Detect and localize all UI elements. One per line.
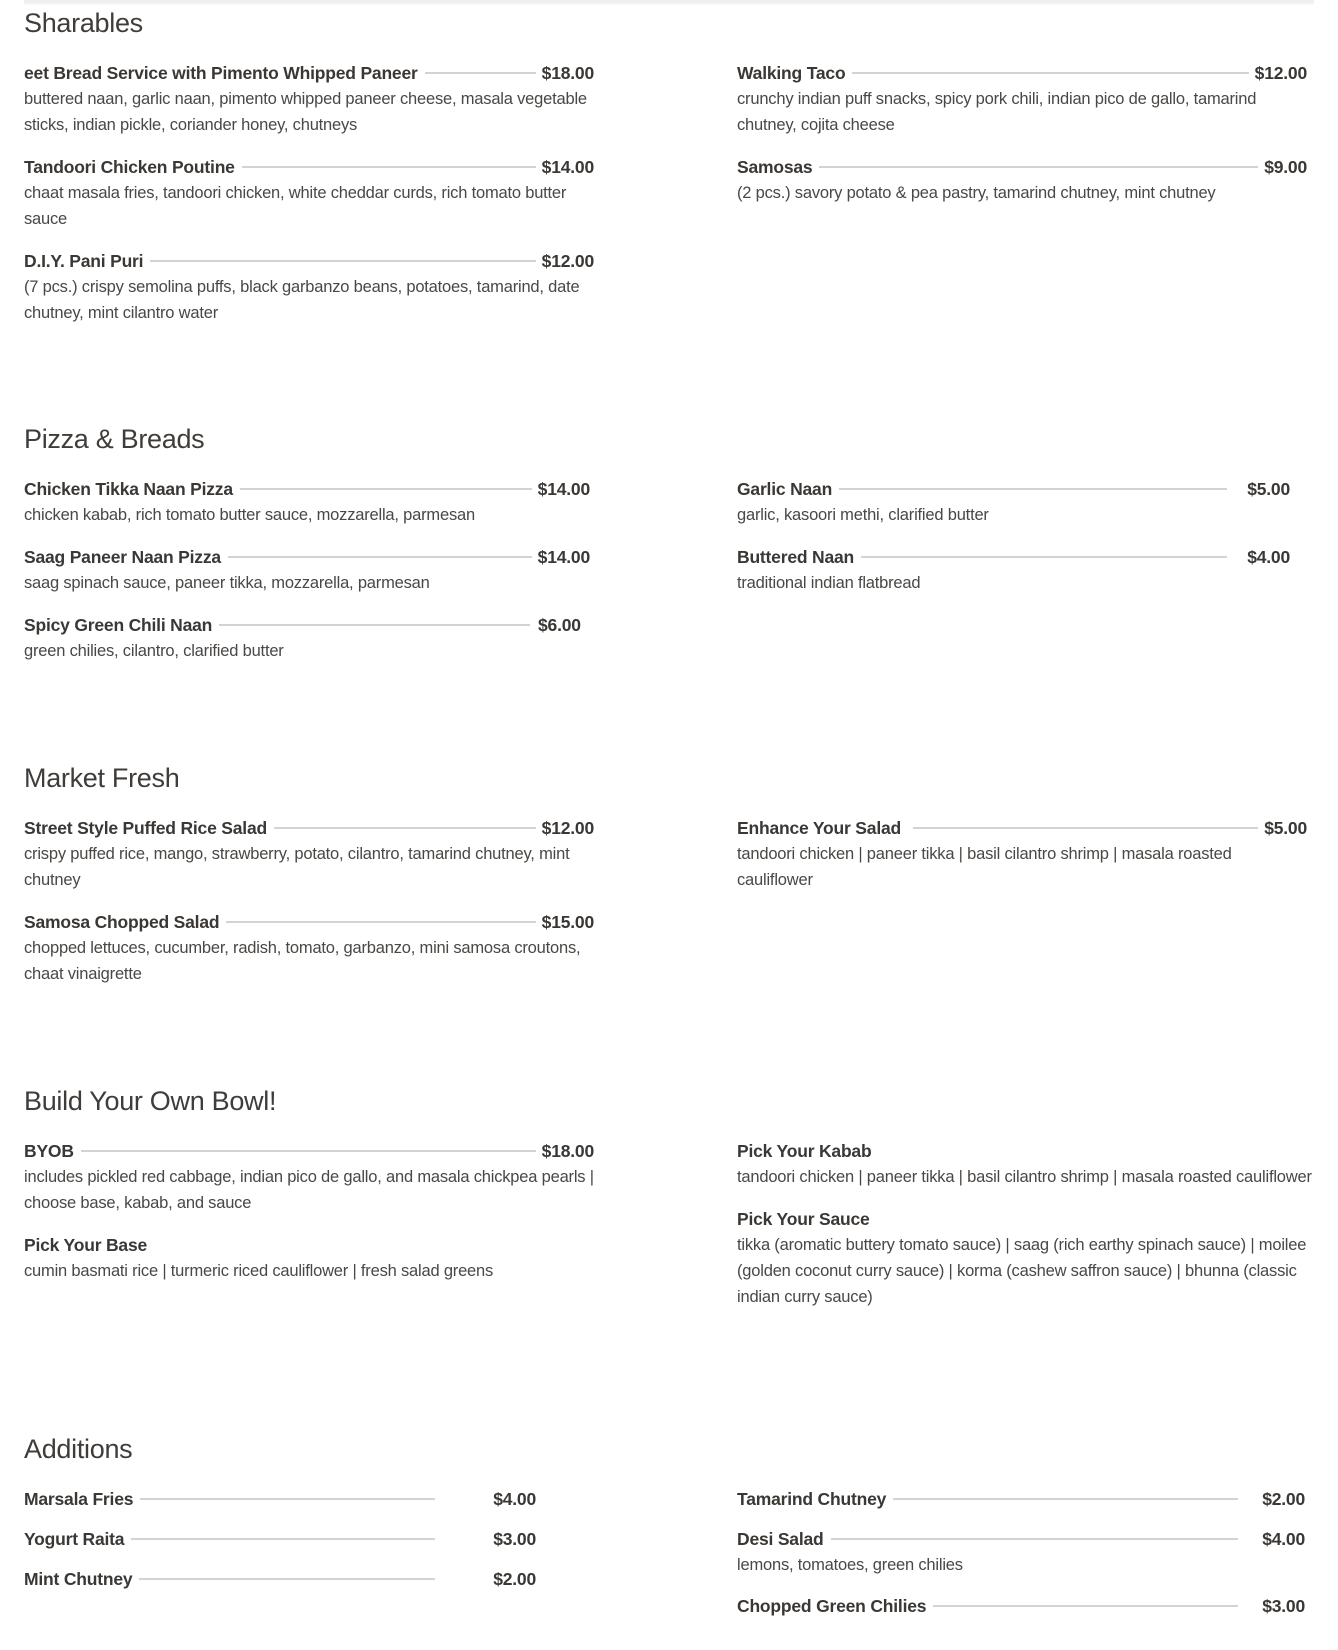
right-column [737, 1139, 1317, 1327]
leader-line [228, 556, 532, 558]
item-description: tandoori chicken | paneer tikka | basil cilantro shrimp | masala roasted cauliflower [737, 845, 1232, 889]
item-name: eet Bread Service with Pimento Whipped Paneer [24, 62, 418, 83]
item-name: Yogurt Raita [24, 1528, 125, 1549]
leader-line [893, 1498, 1238, 1500]
top-divider [24, 0, 1314, 3]
leader-line [81, 1150, 536, 1152]
menu-item [737, 816, 1307, 893]
menu-item [24, 249, 594, 326]
item-price: $2.00 [1262, 1488, 1305, 1509]
item-price: $5.00 [1247, 478, 1290, 499]
item-description: green chilies, cilantro, clarified butter [24, 642, 284, 660]
leader-line [852, 72, 1248, 74]
item-description: cumin basmati rice | turmeric riced cauliflower | fresh salad greens [24, 1262, 494, 1280]
item-description: chicken kabab, rich tomato butter sauce, mozzarella, parmesan [24, 506, 475, 524]
menu-item [737, 61, 1307, 138]
item-name: Marsala Fries [24, 1488, 134, 1509]
item-description: chaat masala fries, tandoori chicken, white cheddar curds, rich tomato butter sauce [24, 184, 567, 228]
item-description: crunchy indian puff snacks, spicy pork chili, indian pico de gallo, tamarind chutney, cojita cheese [737, 90, 1257, 134]
right-column [737, 816, 1307, 910]
menu-item [737, 1594, 1305, 1618]
section-title: Pizza & Breads [24, 424, 205, 454]
item-name: Tandoori Chicken Poutine [24, 156, 235, 177]
item-name: Spicy Green Chili Naan [24, 614, 213, 635]
item-description: tikka (aromatic buttery tomato sauce) | saag (rich earthy spinach sauce) | moilee (golden coconut curry sauce) | korma (cashew saffron sauce) | bhunna (classic indian curry sauce) [737, 1236, 1307, 1306]
leader-line [425, 72, 536, 74]
left-column [24, 1487, 536, 1607]
leader-line [913, 827, 1258, 829]
menu-item [24, 613, 590, 664]
item-name: Samosa Chopped Salad [24, 911, 220, 932]
menu-item [737, 155, 1307, 206]
leader-line [933, 1605, 1238, 1607]
section-sharables [24, 8, 1314, 322]
item-price: $14.00 [537, 546, 590, 567]
leader-line [861, 556, 1227, 558]
menu-item [737, 545, 1290, 596]
leader-line [140, 1498, 435, 1500]
item-price: $14.00 [537, 478, 590, 499]
item-description: garlic, kasoori methi, clarified butter [737, 506, 989, 524]
item-name: Pick Your Base [24, 1234, 148, 1255]
left-column [24, 477, 590, 681]
menu-item [24, 1527, 536, 1551]
item-name: Walking Taco [737, 62, 846, 83]
item-price: $12.00 [1254, 62, 1307, 83]
item-description: buttered naan, garlic naan, pimento whipped paneer cheese, masala vegetable sticks, indian pickle, coriander honey, chutneys [24, 90, 587, 134]
item-name: Garlic Naan [737, 478, 833, 499]
section-title: Build Your Own Bowl! [24, 1086, 277, 1116]
item-description: includes pickled red cabbage, indian pico de gallo, and masala chickpea pearls | choose base, kabab, and sauce [24, 1168, 594, 1212]
item-price: $18.00 [541, 62, 594, 83]
right-column [737, 477, 1290, 613]
item-name: Chopped Green Chilies [737, 1595, 927, 1616]
menu-item [24, 61, 594, 138]
menu-item [737, 1207, 1317, 1310]
item-price: $2.00 [493, 1568, 536, 1589]
menu-item [24, 1487, 536, 1511]
menu-item [24, 816, 594, 893]
item-price: $15.00 [541, 911, 594, 932]
left-column [24, 61, 594, 343]
section-pizza-breads [24, 424, 1314, 660]
section-market-fresh [24, 763, 1314, 983]
left-column [24, 1139, 594, 1301]
item-price: $14.00 [541, 156, 594, 177]
leader-line [131, 1538, 435, 1540]
menu-item [737, 477, 1290, 528]
item-name: Enhance Your Salad [737, 817, 902, 838]
menu-item [737, 1487, 1305, 1511]
item-price: $4.00 [1247, 546, 1290, 567]
item-name: D.I.Y. Pani Puri [24, 250, 144, 271]
item-description: tandoori chicken | paneer tikka | basil cilantro shrimp | masala roasted cauliflower [737, 1168, 1312, 1186]
item-price: $12.00 [541, 250, 594, 271]
item-name: Street Style Puffed Rice Salad [24, 817, 267, 838]
item-name: Saag Paneer Naan Pizza [24, 546, 221, 567]
item-description: saag spinach sauce, paneer tikka, mozzarella, parmesan [24, 574, 430, 592]
leader-line [819, 166, 1258, 168]
menu-item [24, 477, 590, 528]
item-description: lemons, tomatoes, green chilies [737, 1556, 963, 1574]
item-name: Chicken Tikka Naan Pizza [24, 478, 233, 499]
menu-item [24, 910, 594, 987]
section-build-your-own-bowl [24, 1086, 1314, 1306]
item-name: Pick Your Sauce [737, 1208, 870, 1229]
item-description: traditional indian flatbread [737, 574, 921, 592]
item-name: Tamarind Chutney [737, 1488, 887, 1509]
item-name: Pick Your Kabab [737, 1140, 872, 1161]
item-price: $4.00 [1262, 1528, 1305, 1549]
leader-line [839, 488, 1227, 490]
section-title: Additions [24, 1434, 133, 1464]
item-name: Samosas [737, 156, 813, 177]
leader-line [150, 260, 535, 262]
menu-item [24, 545, 590, 596]
section-additions [24, 1434, 1314, 1616]
leader-line [831, 1538, 1239, 1540]
section-title: Sharables [24, 8, 143, 38]
item-name: BYOB [24, 1140, 74, 1161]
item-price: $3.00 [1262, 1595, 1305, 1616]
item-price: $4.00 [493, 1488, 536, 1509]
item-name: Desi Salad [737, 1528, 824, 1549]
item-price: $6.00 [538, 614, 581, 635]
leader-line [139, 1578, 435, 1580]
item-price: $12.00 [541, 817, 594, 838]
item-price: $3.00 [493, 1528, 536, 1549]
leader-line [274, 827, 536, 829]
right-column [737, 1487, 1305, 1635]
menu-item [24, 1567, 536, 1591]
leader-line [240, 488, 532, 490]
item-name: Buttered Naan [737, 546, 855, 567]
item-description: crispy puffed rice, mango, strawberry, potato, cilantro, tamarind chutney, mint chutney [24, 845, 570, 889]
leader-line [219, 624, 530, 626]
section-title: Market Fresh [24, 763, 180, 793]
right-column [737, 61, 1307, 223]
leader-line [242, 166, 536, 168]
menu-item [24, 155, 594, 232]
menu-item [737, 1139, 1317, 1190]
item-description: chopped lettuces, cucumber, radish, tomato, garbanzo, mini samosa croutons, chaat vinaigrette [24, 939, 581, 983]
item-description: (2 pcs.) savory potato & pea pastry, tamarind chutney, mint chutney [737, 184, 1216, 202]
leader-line [226, 921, 535, 923]
menu-item [24, 1139, 594, 1216]
menu-item [24, 1233, 594, 1284]
item-description: (7 pcs.) crispy semolina puffs, black garbanzo beans, potatoes, tamarind, date chutney, mint cilantro water [24, 278, 580, 322]
item-price: $5.00 [1264, 817, 1307, 838]
item-price: $18.00 [541, 1140, 594, 1161]
menu-item [737, 1527, 1305, 1578]
left-column [24, 816, 594, 1004]
item-price: $9.00 [1264, 156, 1307, 177]
item-name: Mint Chutney [24, 1568, 133, 1589]
